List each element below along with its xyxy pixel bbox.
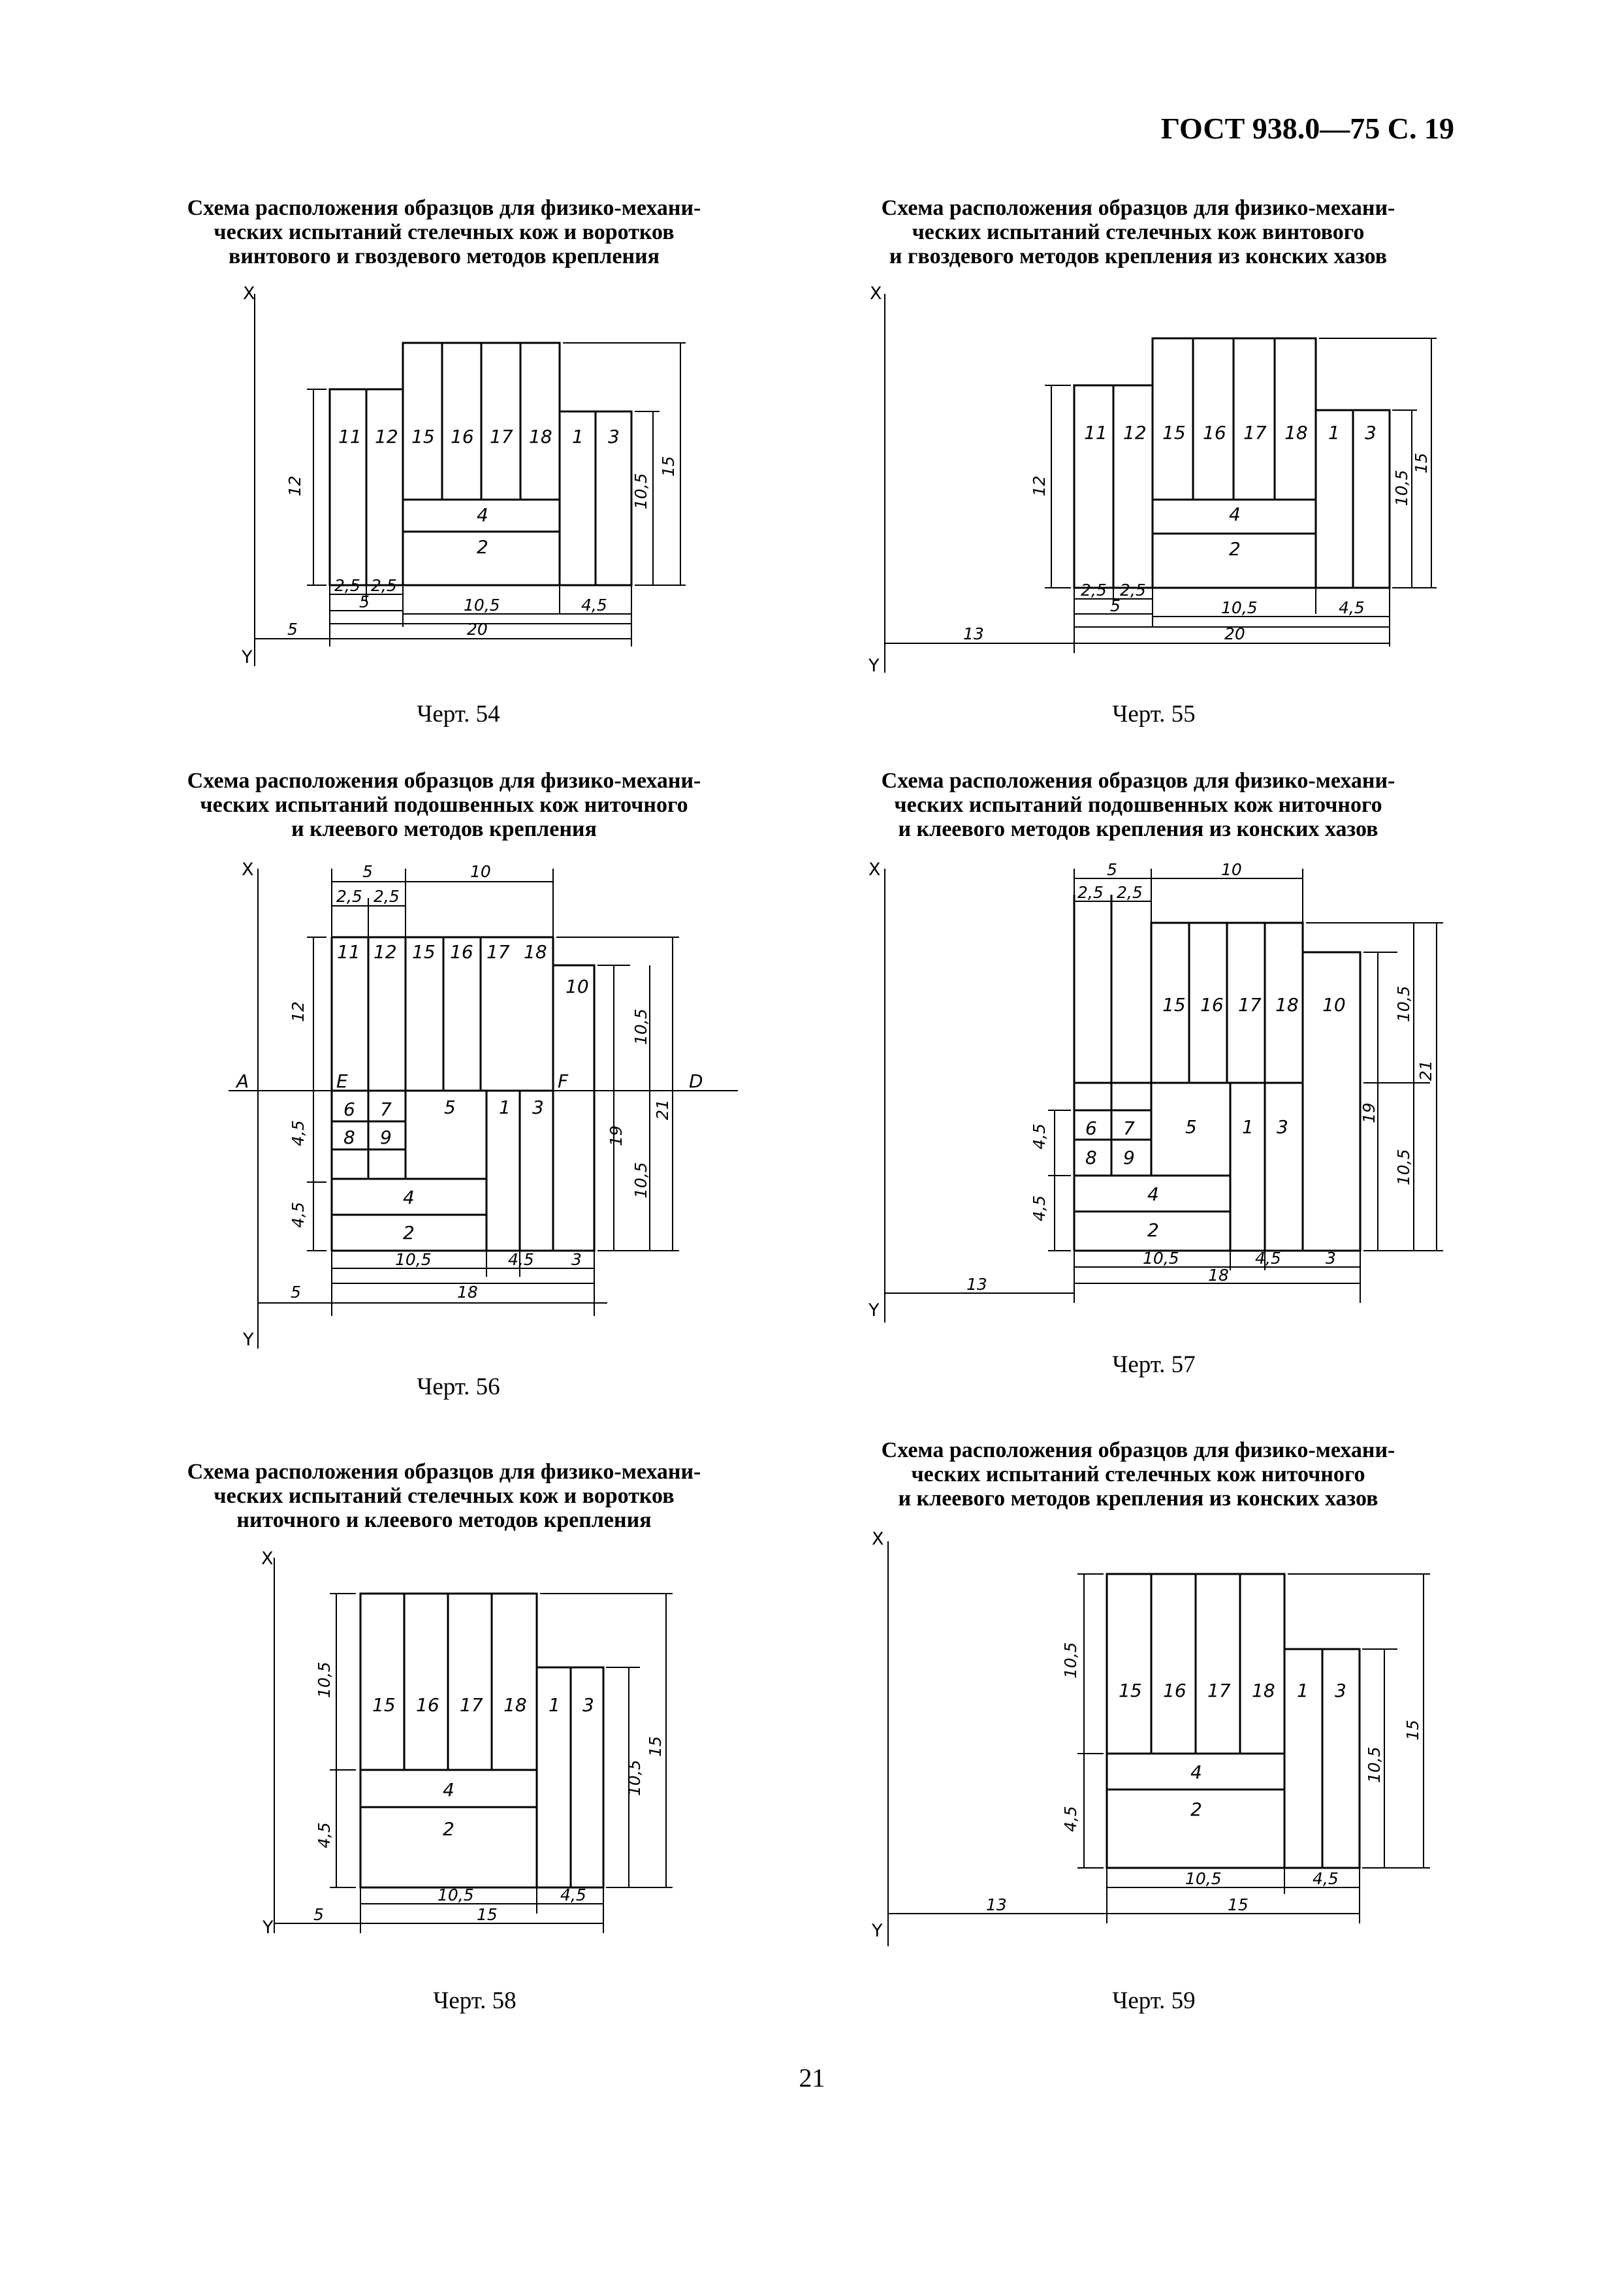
sample-label-n5: 5 [444, 1097, 456, 1118]
dimension-label-d3: 3 [571, 1250, 582, 1269]
sample-label-n1: 1 [499, 1097, 511, 1118]
dimension-label-d105: 10,5 [1061, 1642, 1080, 1678]
sample-label-n2: 2 [1190, 1799, 1202, 1820]
dimension-label-d45b: 4,5 [560, 1886, 586, 1904]
figure-55-caption: Черт. 55 [1112, 701, 1196, 728]
dimension-label-d45a: 4,5 [1030, 1123, 1049, 1149]
sample-label-n12: 12 [375, 426, 398, 447]
sample-label-n17: 17 [1207, 1680, 1231, 1701]
dimension-label-d18: 18 [1208, 1266, 1229, 1285]
dimension-label-d25a: 2,5 [1077, 883, 1104, 902]
sample-label-n18: 18 [1284, 422, 1308, 443]
axis-label-ax: X [870, 283, 882, 304]
dimension-label-d21: 21 [653, 1099, 672, 1120]
dimension-label-dleft: 5 [313, 1905, 324, 1924]
dimension-label-d18: 18 [457, 1283, 478, 1302]
dimension-label-d19: 19 [1360, 1102, 1378, 1123]
axis-label-pA: A [236, 1070, 249, 1092]
dimension-label-d45b: 4,5 [1313, 1869, 1339, 1888]
dimension-label-d25a: 2,5 [334, 576, 360, 595]
figure-55-title: Схема расположения образцов для физико-механи- ческих испытаний стелечных кож винтового и гвоздевого методов крепления из конских хазов [881, 196, 1395, 268]
dimension-label-d10top: 10 [1221, 860, 1242, 879]
figure-58-diagram [248, 1548, 705, 1940]
sample-label-n15: 15 [1119, 1680, 1142, 1701]
dimension-label-d105b: 10,5 [464, 596, 500, 615]
dimension-label-d15b: 15 [477, 1905, 498, 1924]
sample-label-n17: 17 [486, 941, 510, 963]
axis-label-pE: E [336, 1070, 348, 1092]
sample-label-n17: 17 [1243, 422, 1267, 443]
sample-label-n3: 3 [1335, 1680, 1346, 1701]
sample-label-n1: 1 [1242, 1116, 1254, 1138]
sample-label-n16: 16 [450, 941, 473, 963]
sample-label-n1: 1 [1297, 1680, 1309, 1701]
axis-label-ax: X [872, 1529, 884, 1549]
dimension-label-d5: 5 [359, 592, 370, 611]
axis-label-ay: Y [242, 647, 253, 667]
sample-label-n1: 1 [572, 426, 584, 447]
sample-label-n8: 8 [343, 1127, 355, 1148]
page-number: 21 [799, 2063, 825, 2093]
dimension-label-d25a: 2,5 [1081, 581, 1107, 600]
dimension-label-d45b: 4,5 [1030, 1195, 1049, 1221]
sample-label-n15: 15 [411, 426, 435, 447]
dimension-label-d45: 4,5 [581, 596, 607, 615]
sample-label-n10: 10 [565, 976, 589, 997]
sample-label-n2: 2 [403, 1222, 415, 1244]
sample-label-n16: 16 [1203, 422, 1226, 443]
sample-label-n12: 12 [1123, 422, 1147, 443]
dimension-label-d15: 15 [1403, 1720, 1422, 1741]
dimension-label-d45: 4,5 [315, 1822, 334, 1848]
sample-label-n3: 3 [1365, 422, 1377, 443]
dimension-label-dleft: 13 [966, 1275, 987, 1294]
sample-label-n17: 17 [490, 426, 513, 447]
dimension-label-d10top: 10 [470, 862, 491, 881]
sample-label-n15: 15 [412, 941, 436, 963]
dimension-label-d5top: 5 [1107, 860, 1117, 879]
sample-label-n4: 4 [1190, 1761, 1202, 1783]
sample-label-n18: 18 [1252, 1680, 1275, 1701]
sample-label-n15: 15 [1162, 422, 1186, 443]
axis-label-ax: X [868, 859, 881, 880]
dimension-label-d5top: 5 [362, 862, 373, 881]
document-header: ГОСТ 938.0—75 С. 19 [1160, 112, 1454, 145]
figure-54-caption: Черт. 54 [417, 701, 500, 728]
figure-57-caption: Черт. 57 [1112, 1351, 1196, 1378]
sample-label-n10: 10 [1322, 994, 1346, 1016]
axis-label-pD: D [689, 1070, 703, 1092]
sample-label-n6: 6 [343, 1099, 355, 1120]
sample-label-n16: 16 [1163, 1680, 1186, 1701]
sample-label-n12: 12 [374, 941, 397, 963]
dimension-label-d5: 5 [1110, 596, 1121, 615]
sample-label-n1: 1 [549, 1694, 560, 1716]
sample-label-n2: 2 [477, 536, 488, 558]
dimension-label-dleft: 5 [291, 1283, 301, 1302]
dimension-label-d15: 15 [659, 456, 678, 477]
dimension-label-d45: 4,5 [1061, 1806, 1080, 1832]
dimension-label-d105c: 10,5 [395, 1250, 432, 1269]
sample-label-n1: 1 [1328, 422, 1340, 443]
sample-label-n11: 11 [338, 426, 362, 447]
dimension-label-d105c: 10,5 [1143, 1249, 1179, 1268]
sample-label-n6: 6 [1085, 1117, 1097, 1139]
sample-label-n18: 18 [1275, 994, 1299, 1016]
dimension-label-d45: 4,5 [1339, 598, 1365, 617]
dimension-label-d15: 15 [1412, 453, 1431, 473]
figure-59-diagram [862, 1522, 1463, 1953]
figure-57-title: Схема расположения образцов для физико-механи- ческих испытаний подошвенных кож ниточного и клеевого методов крепления из конских хазов [881, 769, 1395, 841]
sample-label-n4: 4 [1229, 504, 1241, 525]
sample-label-n11: 11 [1084, 422, 1107, 443]
dimension-label-dleft: 13 [986, 1895, 1007, 1914]
sample-label-n15: 15 [372, 1694, 396, 1716]
dimension-label-d15: 15 [646, 1736, 665, 1757]
sample-label-n9: 9 [380, 1127, 392, 1148]
dimension-label-d25b: 2,5 [371, 576, 397, 595]
dimension-label-d105a: 10,5 [631, 1008, 650, 1045]
figure-58-title: Схема расположения образцов для физико-механи- ческих испытаний стелечных кож и воротков ниточного и клеевого методов крепления [187, 1460, 701, 1532]
axis-label-ax: X [242, 859, 254, 880]
axis-label-ax: X [243, 283, 255, 304]
sample-label-n16: 16 [1200, 994, 1224, 1016]
dimension-label-d105: 10,5 [1392, 470, 1411, 506]
dimension-label-d25b: 2,5 [1120, 581, 1146, 600]
dimension-label-d105a: 10,5 [1394, 986, 1413, 1022]
sample-label-n4: 4 [443, 1779, 454, 1801]
sample-label-n16: 16 [451, 426, 474, 447]
dimension-label-d105r: 10,5 [625, 1759, 644, 1796]
dimension-label-d105b: 10,5 [438, 1886, 474, 1904]
axis-label-ay: Y [243, 1330, 254, 1350]
figure-55-diagram [855, 281, 1476, 679]
sample-label-n3: 3 [582, 1694, 594, 1716]
sample-label-n15: 15 [1162, 994, 1186, 1016]
dimension-label-d45a: 4,5 [289, 1120, 308, 1146]
figure-56-diagram [222, 859, 777, 1355]
figure-59-title: Схема расположения образцов для физико-механи- ческих испытаний стелечных кож ниточного и клеевого методов крепления из конских хазов [881, 1438, 1395, 1511]
dimension-label-d25b: 2,5 [374, 887, 400, 906]
dimension-label-d25b: 2,5 [1117, 883, 1143, 902]
sample-label-n2: 2 [1147, 1219, 1159, 1241]
sample-label-n2: 2 [443, 1818, 454, 1840]
dimension-label-d20: 20 [1224, 624, 1245, 643]
dimension-label-d45c: 4,5 [508, 1250, 534, 1269]
sample-label-n17: 17 [1238, 994, 1262, 1016]
sample-label-n8: 8 [1085, 1147, 1097, 1168]
axis-label-ay: Y [868, 656, 880, 676]
sample-label-n3: 3 [532, 1097, 544, 1118]
figure-54-title: Схема расположения образцов для физико-механи- ческих испытаний стелечных кож и воротков винтового и гвоздевого методов крепления [187, 196, 701, 268]
axis-label-ay: Y [263, 1918, 274, 1938]
sample-label-n9: 9 [1123, 1147, 1135, 1168]
dimension-label-d105b: 10,5 [631, 1162, 650, 1198]
dimension-label-d25a: 2,5 [336, 887, 362, 906]
sample-label-n3: 3 [608, 426, 620, 447]
dimension-label-d105b: 10,5 [1221, 598, 1258, 617]
dimension-label-d20: 20 [467, 620, 488, 639]
sample-label-n4: 4 [477, 504, 488, 526]
dimension-label-d3: 3 [1326, 1249, 1336, 1268]
dimension-label-d105: 10,5 [315, 1661, 334, 1698]
dimension-label-d21: 21 [1416, 1060, 1435, 1081]
sample-label-n3: 3 [1277, 1116, 1288, 1138]
sample-label-n11: 11 [337, 941, 360, 963]
dimension-label-d12: 12 [1030, 475, 1049, 496]
sample-label-n17: 17 [460, 1694, 483, 1716]
sample-label-n5: 5 [1185, 1116, 1197, 1138]
sample-label-n18: 18 [524, 941, 547, 963]
sample-label-n4: 4 [1147, 1183, 1159, 1205]
figure-56-caption: Черт. 56 [417, 1373, 500, 1400]
dimension-label-d105r: 10,5 [1365, 1746, 1384, 1783]
dimension-label-dleft: 13 [963, 624, 984, 643]
figure-58-caption: Черт. 58 [433, 1987, 517, 2014]
dimension-label-d45b: 4,5 [289, 1202, 308, 1228]
dimension-label-d15b: 15 [1228, 1895, 1249, 1914]
axis-label-ay: Y [872, 1921, 883, 1941]
dimension-label-d12: 12 [285, 475, 304, 496]
sample-label-n7: 7 [380, 1099, 392, 1120]
dimension-label-d105: 10,5 [631, 473, 650, 509]
sample-label-n7: 7 [1123, 1117, 1135, 1139]
axis-label-ay: Y [868, 1300, 880, 1321]
sample-label-n2: 2 [1229, 538, 1241, 560]
dimension-label-d19: 19 [607, 1125, 626, 1146]
sample-label-n16: 16 [416, 1694, 439, 1716]
dimension-label-d105b: 10,5 [1394, 1149, 1413, 1185]
figure-54-diagram [235, 281, 705, 673]
figure-57-diagram [855, 859, 1476, 1329]
dimension-label-d105b: 10,5 [1185, 1869, 1222, 1888]
dimension-label-d45c: 4,5 [1255, 1249, 1281, 1268]
axis-label-ax: X [261, 1549, 274, 1569]
dimension-label-d12: 12 [289, 1001, 308, 1022]
sample-label-n18: 18 [529, 426, 552, 447]
sample-label-n18: 18 [503, 1694, 527, 1716]
axis-label-pF: F [558, 1070, 569, 1092]
figure-59-caption: Черт. 59 [1112, 1987, 1196, 2014]
figure-56-title: Схема расположения образцов для физико-механи- ческих испытаний подошвенных кож ниточного и клеевого методов крепления [187, 769, 701, 841]
sample-label-n4: 4 [403, 1187, 415, 1208]
dimension-label-dleft: 5 [287, 620, 298, 639]
